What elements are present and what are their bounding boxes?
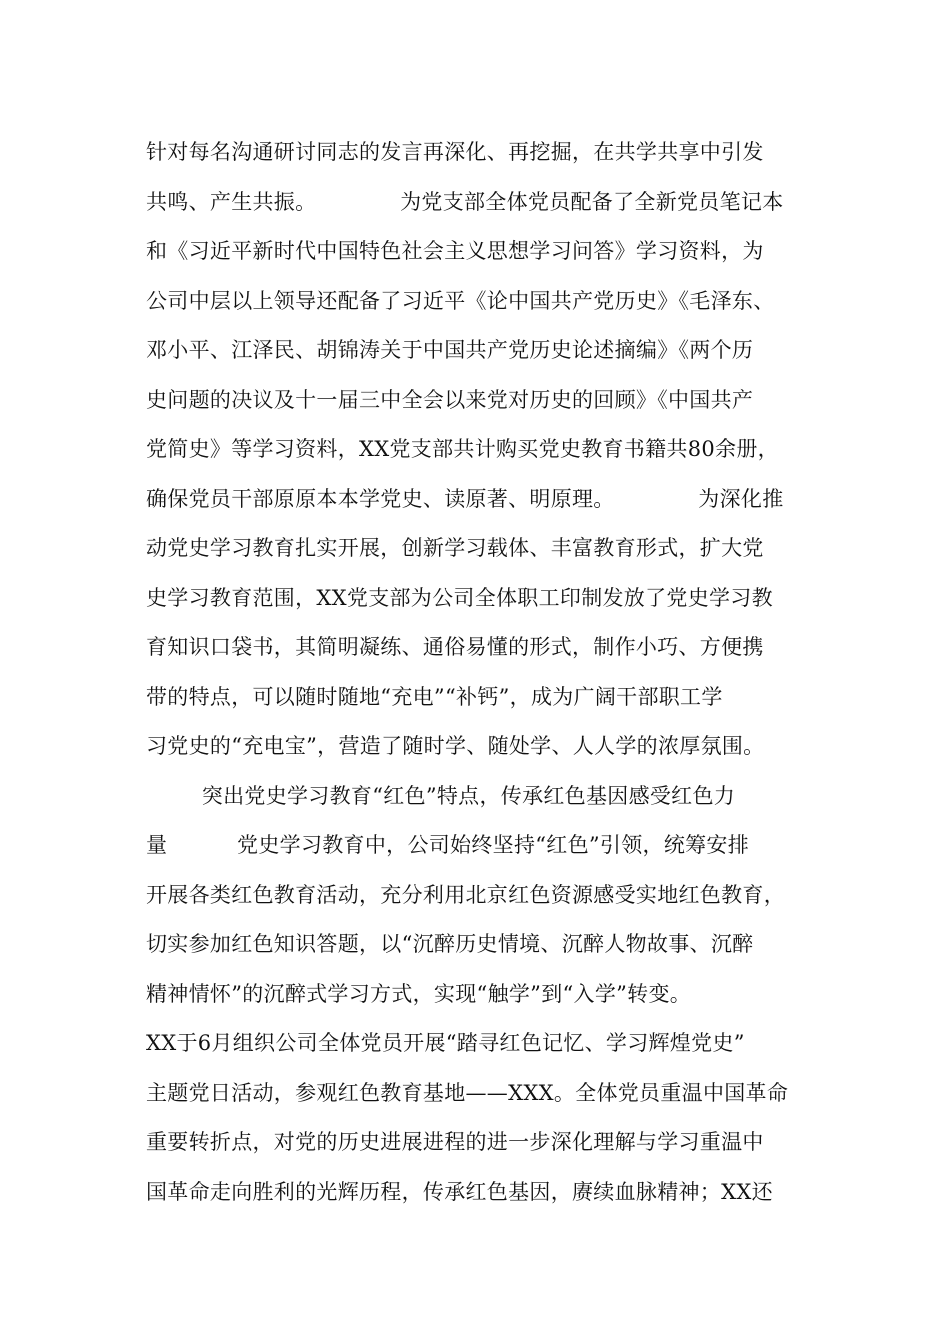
text-line: 育知识口袋书，其简明凝练、通俗易懂的形式，制作小巧、方便携 [146, 635, 764, 659]
text-line: 针对每名沟通研讨同志的发言再深化、再挖掘，在共学共享中引发 [146, 140, 764, 164]
text-line: 史问题的决议及十一届三中全会以来党对历史的回顾》《中国共产 [146, 387, 754, 412]
text-line: 带的特点，可以随时随地“充电”“补钙”，成为广阔干部职工学 [146, 684, 723, 709]
text-line: 国革命走向胜利的光辉历程，传承红色基因，赓续血脉精神；XX还 [146, 1179, 773, 1204]
body-text [146, 128, 826, 1217]
text-line: 党简史》等学习资料，XX党支部共计购买党史教育书籍共80余册， [146, 437, 779, 461]
text-line: 邓小平、江泽民、胡锦涛关于中国共产党历史论述摘编》《两个历 [146, 338, 754, 362]
text-line: 习党史的“充电宝”，营造了随时学、随处学、人人学的浓厚氛围。 [146, 734, 765, 758]
text-line: 精神情怀”的沉醉式学习方式，实现“触学”到“入学”转变。 [146, 981, 692, 1006]
text-line: 和《习近平新时代中国特色社会主义思想学习问答》学习资料，为 [146, 239, 764, 263]
section-heading-line: 量 党史学习教育中，公司始终坚持“红色”引领，统筹安排 [146, 833, 750, 857]
text-line: XX于6月组织公司全体党员开展“踏寻红色记忆、学习辉煌党史” [146, 1031, 745, 1055]
text-line: 切实参加红色知识答题，以“沉醉历史情境、沉醉人物故事、沉醉 [146, 932, 754, 956]
section-heading-line: 突出党史学习教育“红色”特点，传承红色基因感受红色力 [146, 783, 736, 808]
text-line: 开展各类红色教育活动，充分利用北京红色资源感受实地红色教育， [146, 882, 785, 907]
text-line: 重要转折点，对党的历史进展进程的进一步深化理解与学习重温中 [146, 1130, 764, 1154]
text-line: 动党史学习教育扎实开展，创新学习载体、丰富教育形式，扩大党 [146, 536, 764, 560]
text-line: 史学习教育范围，XX党支部为公司全体职工印制发放了党史学习教 [146, 585, 773, 610]
text-line: 确保党员干部原原本本学党史、读原著、明原理。 为深化推 [146, 486, 784, 511]
text-line: 公司中层以上领导还配备了习近平《论中国共产党历史》《毛泽东、 [146, 288, 775, 313]
text-line: 主题党日活动，参观红色教育基地——XXX。全体党员重温中国革命 [146, 1080, 789, 1105]
text-line: 共鸣、产生共振。 为党支部全体党员配备了全新党员笔记本 [146, 189, 784, 214]
